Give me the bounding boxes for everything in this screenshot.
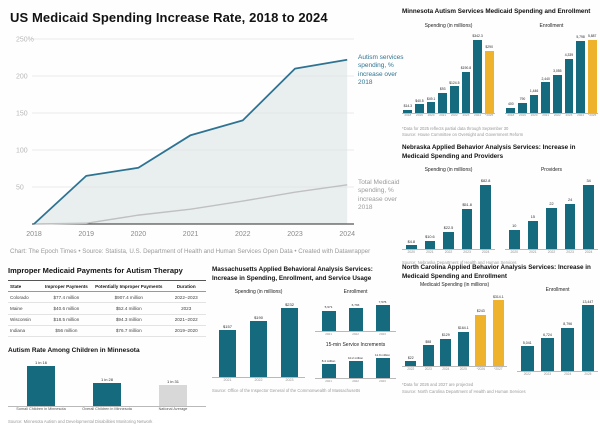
bar-column [561,177,580,254]
bar-value-label: $232 [285,302,294,307]
bar-value-label: 10.2 million [347,355,364,360]
bar-value-label: $164.1 [457,326,469,330]
bar-x-label: 2021 [223,377,232,382]
bar [518,103,527,113]
bar-x-label: 2022 [553,113,561,117]
ma-spending-chart [212,289,305,382]
bar [509,230,520,249]
table-header-cell: Potentially Improper Payments [95,283,163,289]
ma-spending-title: Spending (in millions) [234,289,283,295]
bar-value-label: $40.5 [415,98,424,103]
bar [450,86,459,113]
bar-x-label: 2022 [352,331,359,336]
bar-x-label: 2021 [542,113,550,117]
table-cell: Maine [10,305,23,311]
bar-x-label: National Average [158,407,188,412]
table-cell: 2023 [181,305,192,311]
bar-x-label: 2025 [584,371,592,376]
bar-x-label: 2019 [415,113,423,117]
bar-value-label: $10.6 [425,235,435,240]
bar-x-label: 2021 [325,378,332,383]
bar-x-label: 2023 [566,249,574,254]
ne-providers-title: Providers [540,167,563,173]
bar-column [437,292,455,371]
bar-column [402,292,420,371]
table-header-cell: Improper Payments [44,283,88,289]
us-trend-chart [8,27,406,243]
bar-value-label: $342.3 [472,34,483,39]
bar [530,95,539,113]
bar-x-label: 2023 [565,113,573,117]
bar-column [8,358,74,412]
bar-column [505,33,517,117]
bar [583,185,594,249]
bar-value-label: $243 [476,309,485,314]
massachusetts-title: Massachusetts Applied Behavioral Analysis Services: Increase in Spending, Enrollment, and Service Usage [212,266,373,282]
table-cell: $77.4 million [53,294,80,300]
bar-value-label: $129 [441,333,450,338]
bar-column [528,33,540,117]
x-tick-label: 2018 [26,231,42,238]
bar [349,361,363,378]
bar-value-label: $22 [407,355,414,360]
bar-value-label: $14.3 [403,104,413,109]
bar-value-label: $4.8 [407,239,415,244]
bar-column [542,177,561,254]
line-chart-svg [8,27,406,243]
bar [475,315,486,366]
bar-value-label: $51.8 [462,203,472,208]
minnesota-charts [402,22,598,117]
table-cell: $94.3 million [115,317,142,323]
autism-rate-source: Source: Minnesota Autism and Developmental Disabilities Monitoring Network [8,418,153,424]
table-cell: Indiana [10,328,26,334]
bar-column [315,299,342,336]
bar-column [505,177,524,254]
bar-x-label: 2023 [424,366,432,371]
bar-value-label: 10 [512,224,517,229]
bar-value-label: 1,446 [529,89,539,94]
bar-value-label: $93 [439,87,446,92]
ma-right-column [315,289,396,383]
table-cell: $907.4 million [114,294,143,300]
bar [440,339,451,366]
bar-x-label: 2023 [379,378,386,383]
bar-x-label: 2024 [474,113,482,117]
us-trend-panel [8,4,406,262]
y-tick-label: 150 [16,110,28,118]
y-tick-label: 200 [16,73,28,81]
bar [93,383,121,406]
bar-column [458,177,477,254]
bar-value-label: 34 [586,179,591,184]
bar-column [517,33,529,117]
table-cell: Colorado [10,294,29,300]
x-tick-label: 2022 [235,231,251,238]
bar [406,245,417,249]
bar [438,93,447,113]
bar [376,358,390,378]
table-header-cell: Duration [176,283,196,289]
table-row [8,292,206,303]
bar-x-label: 2024 [564,371,572,376]
bar-value-label: $290 [485,45,493,50]
bar-column [460,33,472,117]
bar-column [342,352,369,383]
bar-column [421,177,440,254]
ne-spending-chart [402,167,495,254]
bar-value-label: $190 [254,314,263,320]
bar-column [537,297,557,376]
bar-value-label: 11.9 million [375,353,390,357]
table-cell: $18.5 million [53,317,80,323]
ne-providers-bars [505,177,598,254]
bar-x-label: 2022 [547,249,556,254]
nebraska-source: Source: Nebraska Department of Health and Human Services [402,260,517,265]
mn-enrollment-chart [505,22,598,117]
bar-x-label: Somali Children in Minnesota [16,407,66,412]
bar-value-label: 1 in 28 [100,377,113,383]
bar-x-label: 2021 [325,331,332,336]
series-area-fill [34,60,347,224]
bar-column [472,33,484,117]
bar-value-label: $98 [425,339,432,344]
bar-column [575,33,587,117]
bar-x-label: *2025 [588,113,597,117]
ne-providers-chart [505,167,598,254]
bar-value-label: 6,793 [351,302,360,307]
bar-value-label: 13,447 [582,299,594,304]
bar [561,328,574,371]
bar-column [517,297,537,376]
bar-x-label: 2022 [444,249,453,254]
improper-payments-table [8,280,206,337]
nc-enrollment-chart [517,287,598,376]
bar-value-label: 5,041 [522,340,532,345]
bar-column [342,299,369,336]
bar-x-label: 2023 [379,331,386,336]
bar [506,108,515,113]
bar-column [472,292,490,371]
bar-value-label: $190.8 [460,66,472,71]
bar [458,332,469,367]
bar-value-label: 4,339 [564,53,574,58]
bar-x-label: 2020 [530,113,538,117]
bar-x-label: 2024 [442,366,450,371]
bar-column [552,33,564,117]
bar [322,364,336,378]
table-header-row [8,281,206,292]
bar-x-label: 2022 [523,371,531,376]
bar-value-label: $314.1 [492,294,504,299]
bar-x-label: 2018 [404,113,412,117]
bar-x-label: 2022 [352,378,359,383]
table-row [8,326,206,337]
bar-column [414,33,426,117]
bar-x-label: 2021 [439,113,447,117]
bar-x-label: 2021 [529,249,537,254]
bar-x-label: 2024 [481,249,490,254]
bar-value-label: 5,971 [324,305,333,310]
north-carolina-charts [402,282,598,376]
bar-column [579,177,598,254]
bar-column [140,358,206,412]
nebraska-title: Nebraska Applied Behavior Analysis Services: Increase in Medicaid Spending and Providers [402,144,576,160]
mn-spending-title: Spending (in millions) [424,22,473,29]
bar-x-label: 2022 [254,377,263,382]
bar [588,40,597,113]
north-carolina-title: North Carolina Applied Behavior Analysis Services: Increase in Medicaid Spending and Enrollment [402,264,591,280]
bar-value-label: 5,887 [587,34,597,39]
bar-x-label: 2020 [510,249,519,254]
bar-value-label: $22.5 [443,225,454,230]
nc-spending-chart [402,282,507,372]
bar [565,204,576,249]
bar-x-label: Overall Children in Minnesota [82,407,132,412]
bar [425,241,436,249]
table-cell: 2019–2020 [174,328,198,334]
bar-column [425,33,437,117]
bar [462,209,473,249]
bar-x-label: 2025 [459,366,467,371]
bar-x-label: 2023 [463,249,471,254]
minnesota-title: Minnesota Autism Services Medicaid Spending and Enrollment [402,8,591,15]
table-cell: $40.6 million [53,305,80,311]
page-title: US Medicaid Spending Increase Rate, 2018 to 2024 [10,10,328,25]
total-series-annotation: Total Medicaid spending, % increase over 2018 [358,179,400,212]
improper-payments-panel [8,266,206,426]
bar-value-label: 1 in 31 [166,379,179,385]
bar [485,51,494,113]
minnesota-source: Source: House Committee on Oversight and Government Reform [402,132,524,138]
bar-value-label: 8,796 [563,322,573,327]
bar-column [402,33,414,117]
bar [322,311,336,332]
bar-column [455,292,473,371]
minnesota-footnote: *Data for 2025 reflects partial data through September 30 [402,125,509,131]
nc-enrollment-title: Enrollment [545,287,570,293]
bar-column [586,33,598,117]
bar-x-label: 2023 [285,377,294,382]
nebraska-charts [402,167,598,254]
bar-value-label: $49.1 [426,96,436,101]
bar [480,185,491,249]
bar [250,321,267,378]
bar [423,345,434,366]
x-tick-label: 2020 [130,231,147,238]
ma-spending-bars [212,299,305,382]
bar-column [420,292,438,371]
mn-spending-chart [402,22,495,117]
massachusetts-source: Source: Office of the Inspector General of the Commonwealth of Massachusetts [212,388,361,393]
autism-rate-bars [8,358,206,412]
bar-column [212,299,243,382]
bar-value-label: 22 [549,201,554,206]
bar-column [439,177,458,254]
nebraska-panel [402,144,598,267]
bar [473,40,482,113]
bar-x-label: 2019 [518,113,526,117]
x-tick-label: 2023 [287,231,303,238]
mn-spending-bars [402,33,495,117]
bar [219,330,236,377]
bar-column [476,177,495,254]
table-cell: 2021–2022 [174,317,198,323]
table-cell: $76.7 million [115,328,142,334]
bar [576,41,585,113]
bar [349,308,363,331]
ma-increments-title: 15-min Service Increments [325,342,386,348]
autism-rate-title2: Autism Rate Among Children in Minnesota [8,346,140,354]
bar-column [524,177,543,254]
table-header-cell: State [10,283,22,289]
bar [582,305,595,371]
table-cell: 2022–2023 [174,294,198,300]
nc-spending-bars [402,292,507,371]
bar-column [490,292,508,371]
massachusetts-panel [212,266,396,395]
bar [553,75,562,113]
ne-spending-bars [402,177,495,254]
bar-column [243,299,274,382]
bar-column [578,297,598,376]
north-carolina-source: Source: North Carolina Department of Health and Human Services [402,388,526,394]
bar-x-label: 2023 [543,371,551,376]
y-tick-label: 100 [16,147,28,155]
bar-value-label: 6,724 [543,332,552,337]
bar [493,300,504,366]
ma-enrollment-title: Enrollment [343,289,368,295]
y-tick-label: 50 [16,184,24,192]
bar-column [540,33,552,117]
bar-value-label: $124.5 [449,80,460,85]
bar-value-label: $82.8 [480,179,491,184]
north-carolina-panel [402,264,598,395]
bar-x-label: *2025 [485,113,494,117]
ma-enrollment-bars [315,299,396,336]
bar-x-label: 2022 [450,113,458,117]
bar-x-label: 2024 [577,113,585,117]
bar [541,338,554,371]
bar [546,208,557,249]
bar-x-label: 2020 [427,113,435,117]
mn-enrollment-title: Enrollment [539,22,564,29]
bar [565,59,574,113]
improper-table-title: Improper Medicaid Payments for Autism Therapy [8,266,183,275]
bar [528,221,539,249]
bar [159,385,187,406]
mn-enrollment-bars [505,33,598,117]
bar-value-label: 15 [530,215,535,220]
y-tick-label: 250% [16,36,34,44]
bar [462,72,471,113]
bar-value-label: 400 [507,102,514,107]
bar [405,361,416,366]
table-cell: $56 million [55,328,78,334]
bar-x-label: 2023 [462,113,470,117]
x-tick-label: 2019 [78,231,94,238]
bar [415,104,424,113]
bar-x-label: *2026 [476,366,485,371]
bar-value-label: 5,798 [576,35,585,40]
autism-series-annotation: Autism services spending, % increase over 2018 [358,54,404,87]
bar-value-label: $157 [223,324,232,330]
nc-spending-title2: Medicaid Spending (in millions) [419,282,490,288]
bar-value-label: 3,055 [553,69,562,74]
ma-increments-bars [315,352,396,383]
bar-value-label: 2,440 [541,76,550,81]
bar [541,82,550,112]
bar-x-label: 2021 [426,249,434,254]
table-row [8,315,206,326]
ne-spending-title: Spending (in millions) [424,167,473,173]
bar-x-label: *2027 [494,366,503,371]
bar [443,232,454,249]
north-carolina-footnote: *Data for 2026 and 2027 are projected [402,382,474,387]
bar-value-label: 790 [519,97,526,102]
x-tick-label: 2021 [182,231,199,238]
bar-value-label: 8.4 million [321,358,336,363]
bar-x-label: 2024 [584,249,593,254]
chart-caption: Chart: The Epoch Times • Source: Statista, U.S. Department of Health and Human Services Open Data • Created with Datawrapper [10,248,371,255]
table-cell: Wisconsin [10,317,31,323]
table-row [8,303,206,314]
bar-value-label: 7,576 [378,299,387,304]
bar [281,308,298,377]
bar-x-label: 2022 [407,366,415,371]
bar-x-label: 2018 [507,113,515,117]
bar-column [449,33,461,117]
bar-column [563,33,575,117]
bar [376,305,390,331]
bar-column [402,177,421,254]
bar-value-label: 1 in 16 [34,359,47,365]
bar-column [558,297,578,376]
bar-column [437,33,449,117]
bar-column [315,352,342,383]
bar-column [369,299,396,336]
bar-value-label: 24 [567,198,573,203]
bar-column [483,33,495,117]
bar-column [274,299,305,382]
bar [27,366,55,406]
massachusetts-charts [212,289,396,383]
bar-column [74,358,140,412]
bar [427,102,436,113]
nc-enrollment-bars [517,297,598,376]
bar [521,346,534,371]
minnesota-panel [402,8,598,139]
table-cell: $52.4 million [115,305,142,311]
bar-column [369,352,396,383]
bar-x-label: 2020 [407,249,416,254]
x-tick-label: 2024 [339,231,355,238]
